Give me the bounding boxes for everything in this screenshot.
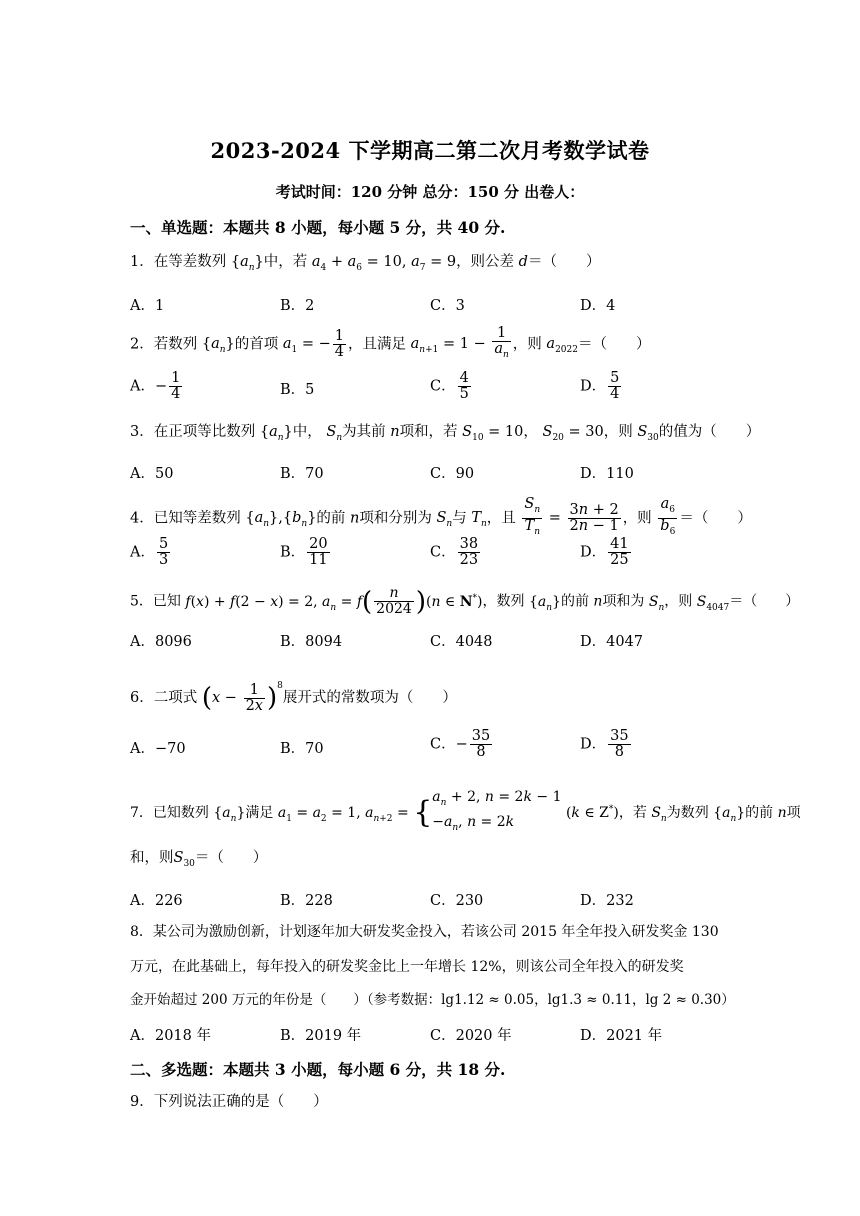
question-6: 6．二项式 (x − $\frac{1}{2x}$ )$^8$展开式的常数项为（ ） [130,681,457,714]
math-recursion: $a_{n+1} = 1$ − $\frac{1}{a_n}$ [410,325,509,360]
exam-info: 考试时间：120 分钟 总分：150 分 出卷人： [275,183,585,201]
math-binomial: (x − $\frac{1}{2x}$ )$^8$ [201,681,283,714]
math-q5-cond: f(x) + f(2 − x) = 2, $a_n = f$( $\frac{n}{2024}$ )(n ∈ N*) [185,585,483,617]
question-4: 4．已知等差数列 $\{a_n\},\{b_n\}$的前 n项和分别为 $S_n$与 $T_n$，且 $\frac{S_n}{T_n}$ = $\frac{3n + 2}{2n - 1}$ ，则 $\frac{a_6}{b_6}$ ＝（ ） [130,496,752,537]
q1-option-b[interactable]: B．2 [280,298,315,314]
question-7: 7．已知数列 $\{a_n\}$满足 $a_1 = a_2 = 1$, $a_{n+2}$ = { $a_n + 2$, n = 2k − 1 $-a_n$, n = 2k (k ∈ Z*)，若 $S_n$为数列 $\{a_n\}$的前 n项 [130,789,801,833]
q2-option-b[interactable]: B．5 [280,382,315,398]
q5-option-c[interactable]: C．4048 [430,634,493,650]
question-9: 9．下列说法正确的是（ ） [130,1094,328,1110]
math-seq-an: $\{a_n\}$ [230,254,264,273]
question-8-line2: 万元，在此基础上，每年投入的研发奖金比上一年增长 12%，则该公司全年投入的研发奖 [130,959,684,975]
q1-option-a[interactable]: A．1 [130,298,165,314]
q4-option-d[interactable]: D． $\frac{41}{25}$ [580,536,629,568]
q3-option-b[interactable]: B．70 [280,466,324,482]
q6-option-d[interactable]: D． $\frac{35}{8}$ [580,728,629,760]
q1-option-c[interactable]: C．3 [430,298,465,314]
q3-option-d[interactable]: D．110 [580,466,634,482]
exam-title: 2023-2024 下学期高二第二次月考数学试卷 [210,138,650,163]
q3-option-c[interactable]: C．90 [430,466,475,482]
q7-option-b[interactable]: B．228 [280,893,333,909]
question-1: 1．在等差数列 $\{a_n\}$中，若 $a_4 + a_6 = 10$, $a_7 = 9$，则公差 d＝（ ） [130,254,601,273]
math-piecewise: $a_1 = a_2 = 1$, $a_{n+2}$ = { $a_n + 2$, n = 2k − 1 $-a_n$, n = 2k (k ∈ Z*) [277,789,619,833]
question-2: 2．若数列 $\{a_n\}$的首项 $a_1$ = − $\frac{1}{4}$ ，且满足 $a_{n+1} = 1$ − $\frac{1}{a_n}$ ，则 $a_{2022}=$（ ） [130,325,651,360]
q5-option-b[interactable]: B．8094 [280,634,343,650]
q5-option-a[interactable]: A．8096 [130,634,192,650]
q4-option-b[interactable]: B． $\frac{20}{11}$ [280,536,328,568]
q3-option-a[interactable]: A．50 [130,466,174,482]
q5-option-d[interactable]: D．4047 [580,634,644,650]
question-5: 5．已知 f(x) + f(2 − x) = 2, $a_n = f$( $\frac{n}{2024}$ )(n ∈ N*)，数列 $\{a_n\}$的前 n项和为 $S_n$，则 $S_{4047}=$（ ） [130,585,800,617]
q6-option-b[interactable]: B．70 [280,741,324,757]
q2-option-d[interactable]: D． $\frac{5}{4}$ [580,370,620,402]
q7-option-c[interactable]: C．230 [430,893,484,909]
q2-option-c[interactable]: C． $\frac{4}{5}$ [430,370,469,402]
section-single-choice: 一、单选题：本题共 8 小题，每小题 5 分，共 40 分. [130,218,506,237]
q8-option-c[interactable]: C．2020 年 [430,1028,512,1044]
q4-option-a[interactable]: A． $\frac{5}{3}$ [130,536,169,568]
math-q1-cond: $a_4 + a_6 = 10$, $a_7 = 9$ [311,254,457,273]
question-3: 3．在正项等比数列 $\{a_n\}$中， $S_n$为其前 n项和，若 $S_{10} = 10$， $S_{20} = 30$，则 $S_{30}$的值为（ ） [130,424,761,443]
q4-option-c[interactable]: C． $\frac{38}{23}$ [430,536,479,568]
question-8-line1: 8．某公司为激励创新，计划逐年加大研发奖金投入，若该公司 2015 年全年投入研发奖金 130 [130,924,719,940]
math-d: d [518,254,528,270]
q8-option-d[interactable]: D．2021 年 [580,1028,663,1044]
q8-option-b[interactable]: B．2019 年 [280,1028,362,1044]
q7-option-a[interactable]: A．226 [130,893,183,909]
q6-option-a[interactable]: A．−70 [130,741,186,757]
math-a1: $a_1$ = − $\frac{1}{4}$ [282,327,345,360]
q7-option-d[interactable]: D．232 [580,893,634,909]
question-8-line3: 金开始超过 200 万元的年份是（ ）（参考数据：lg1.12 ≈ 0.05，lg1.3 ≈ 0.11，lg 2 ≈ 0.30） [130,992,735,1008]
q8-option-a[interactable]: A．2018 年 [130,1028,211,1044]
q6-option-c[interactable]: C．− $\frac{35}{8}$ [430,728,491,760]
question-7-cont: 和，则$S_{30}=$（ ） [130,850,268,869]
section-multi-choice: 二、多选题：本题共 3 小题，每小题 6 分，共 18 分. [130,1060,506,1079]
q1-option-d[interactable]: D．4 [580,298,616,314]
q2-option-a[interactable]: A．− $\frac{1}{4}$ [130,370,181,402]
